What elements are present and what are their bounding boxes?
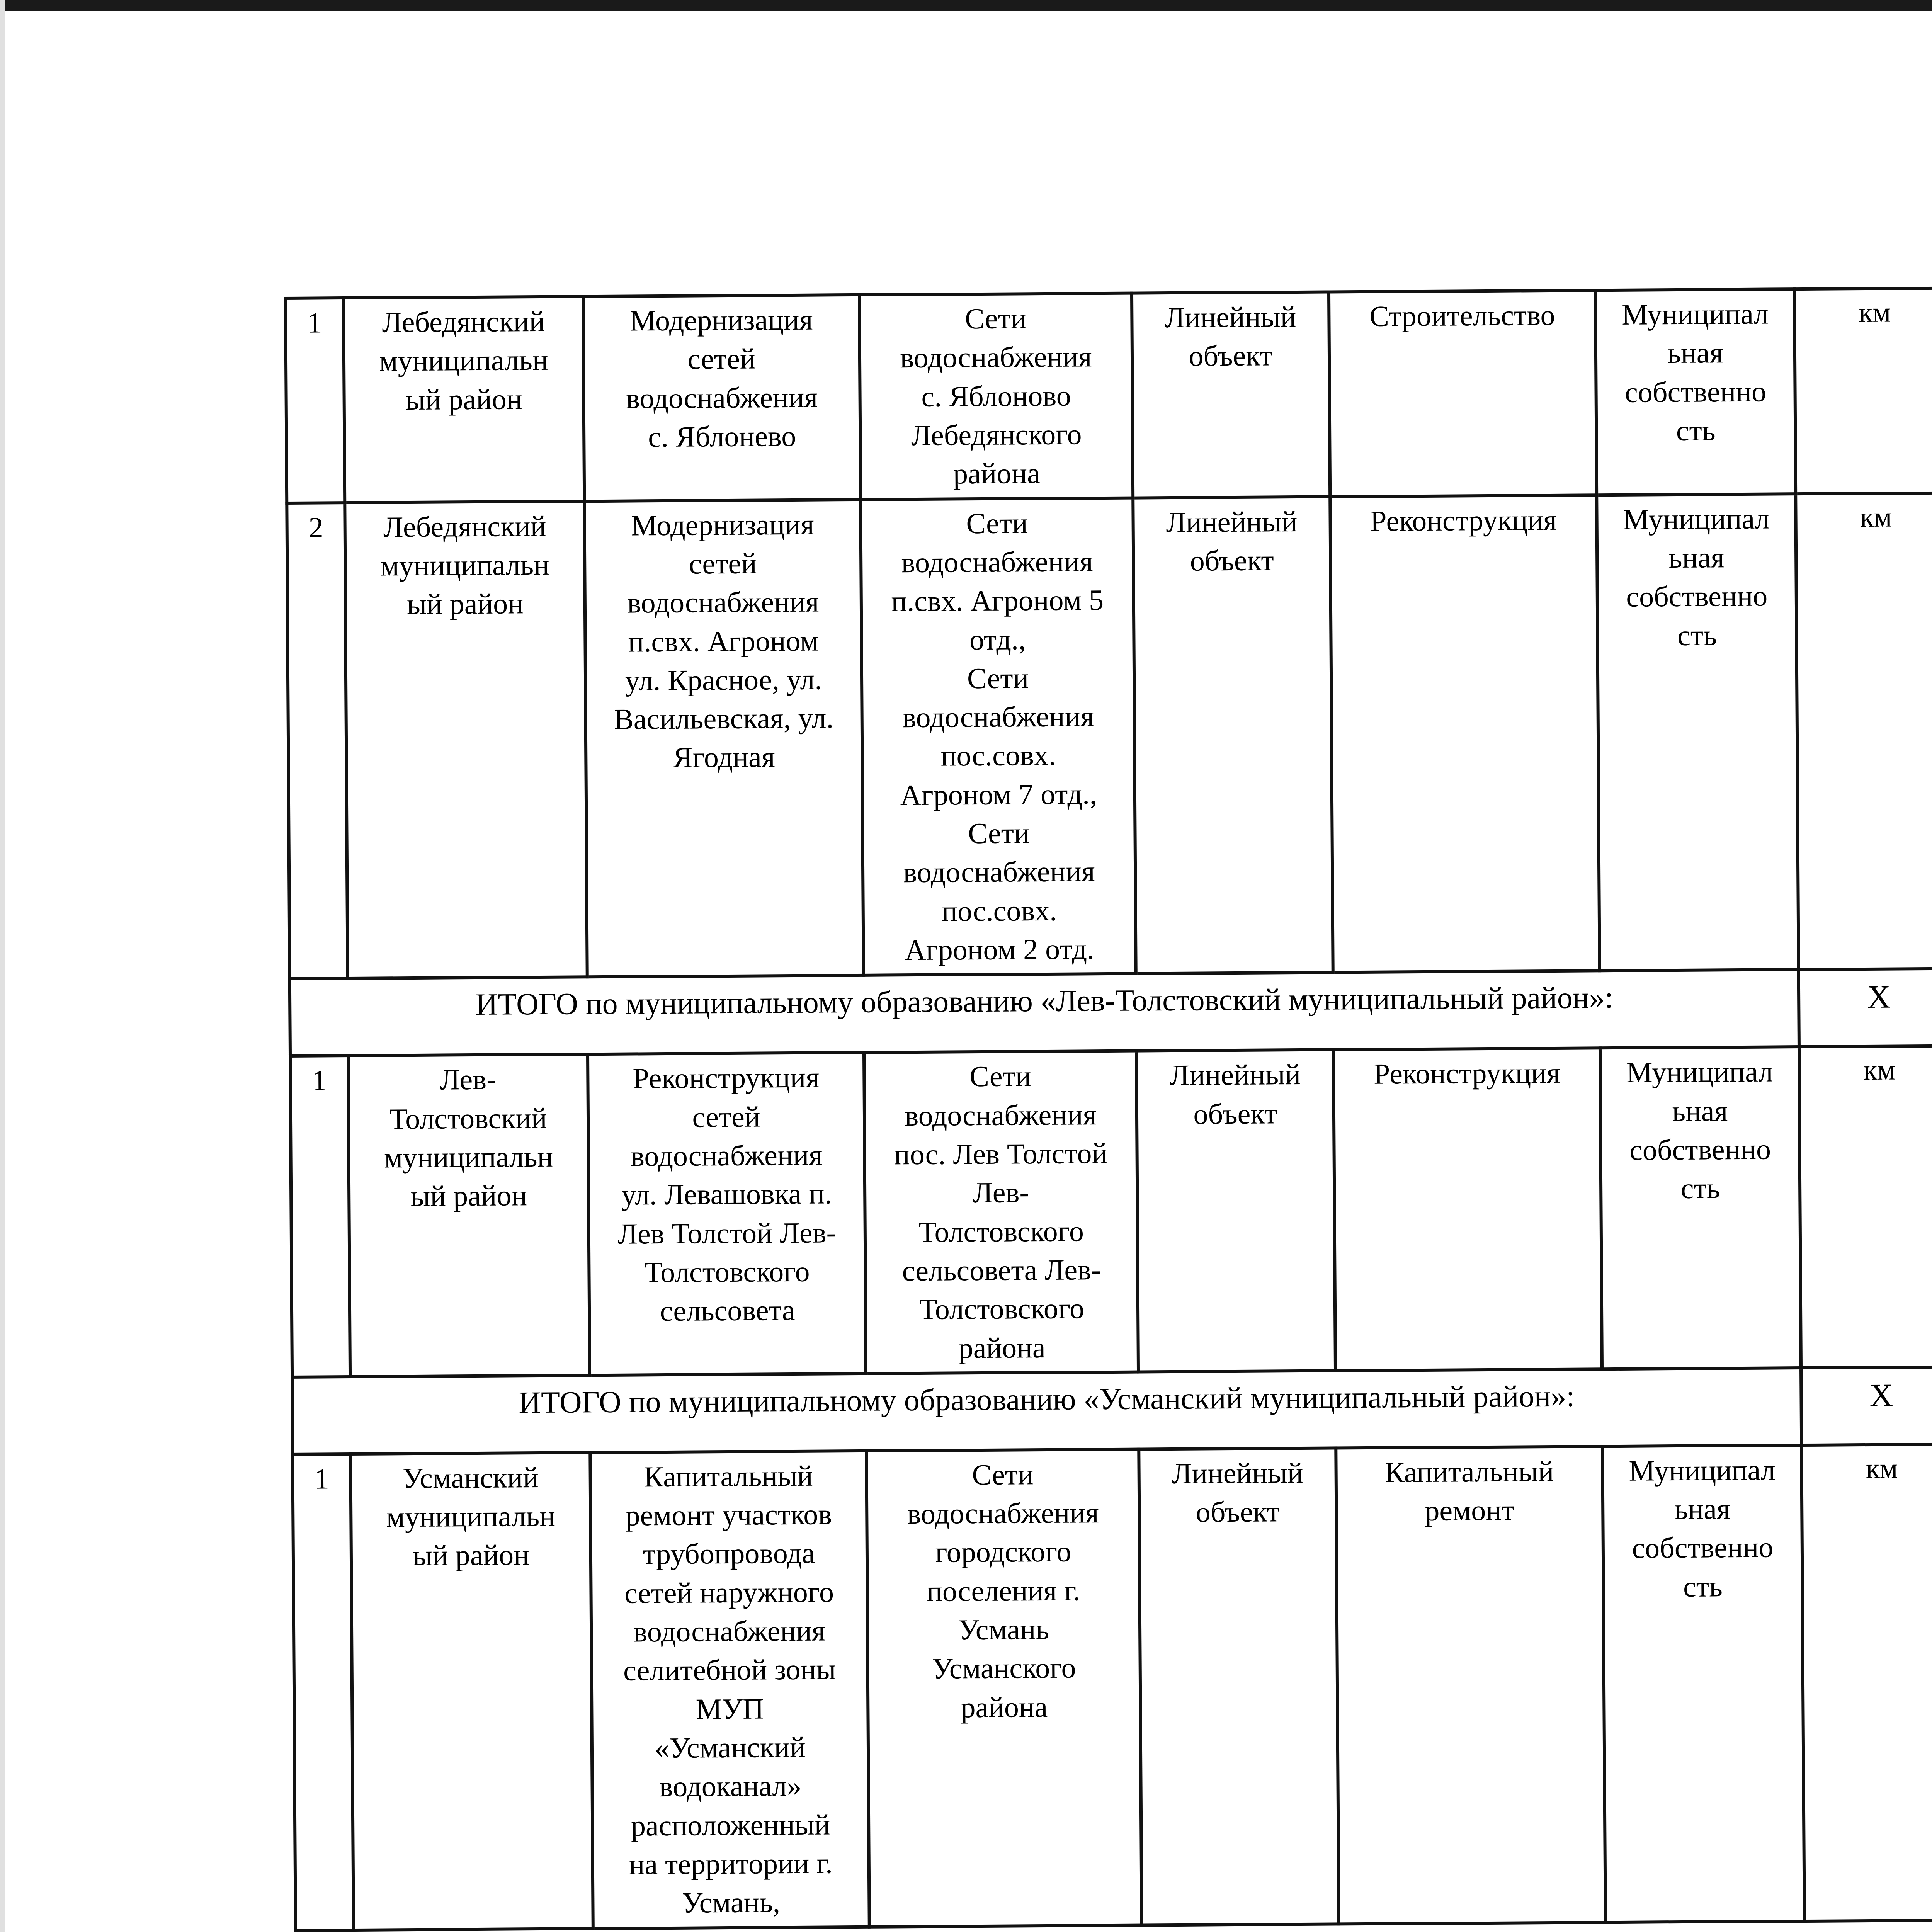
row-number: 1	[290, 1056, 350, 1377]
scan-border-top	[0, 0, 1932, 11]
subtotal-row	[292, 1362, 1932, 1454]
scan-border-left	[0, 0, 5, 1932]
ownership-cell: Муниципал ьная собственно сть	[1595, 289, 1796, 495]
row-number: 2	[287, 503, 348, 979]
object-cell: Сети водоснабжения городского поселения г. Усмань Усманского района	[866, 1449, 1142, 1927]
district-cell: Лебедянский муниципальн ый район	[344, 296, 584, 502]
ownership-cell: Муниципал ьная собственно сть	[1597, 494, 1799, 971]
object-type-cell: Линейный объект	[1139, 1448, 1339, 1925]
unit-cell: Х	[1799, 969, 1932, 1047]
table-row	[286, 283, 1932, 503]
unit-cell: км	[1796, 493, 1932, 969]
action-cell: Реконструкция сетей водоснабжения ул. Левашовка п. Лев Толстой Лев- Толстовского сельсовета	[588, 1053, 866, 1375]
work-type-cell: Реконструкция	[1330, 495, 1600, 973]
object-type-cell: Линейный объект	[1132, 292, 1330, 498]
unit-cell: км	[1801, 1444, 1932, 1921]
action-cell: Модернизация сетей водоснабжения с. Яблонево	[583, 295, 861, 501]
district-cell: Усманский муниципальн ый район	[350, 1452, 593, 1930]
object-cell: Сети водоснабжения с. Яблоново Лебедянского района	[859, 293, 1133, 500]
row-number: 1	[293, 1454, 354, 1930]
ownership-cell: Муниципал ьная собственно сть	[1602, 1445, 1804, 1922]
unit-cell: Х	[1801, 1367, 1932, 1445]
object-type-cell: Линейный объект	[1133, 497, 1333, 974]
unit-cell: км	[1799, 1046, 1932, 1368]
work-type-cell: Реконструкция	[1333, 1048, 1602, 1371]
action-cell: Модернизация сетей водоснабжения п.свх. Агроном ул. Красное, ул. Васильевская, ул. Ягодная	[584, 499, 864, 977]
subtotal-label: ИТОГО по муниципальному образованию «Усманский муниципальный район»:	[292, 1368, 1801, 1454]
table-row	[293, 1439, 1932, 1930]
work-type-cell: Строительство	[1329, 290, 1597, 497]
object-cell: Сети водоснабжения п.свх. Агроном 5 отд., Сети водоснабжения пос.совх. Агроном 7 отд., Сети водоснабжения пос.совх. Агроном 2 отд.	[861, 498, 1136, 975]
subtotal-label: ИТОГО по муниципальному образованию «Лев-Толстовский муниципальный район»:	[290, 969, 1799, 1056]
work-type-cell: Капитальный ремонт	[1336, 1446, 1605, 1924]
district-cell: Лебедянский муниципальн ый район	[345, 501, 587, 979]
district-cell: Лев- Толстовский муниципальн ый район	[348, 1054, 590, 1377]
ownership-cell: Муниципал ьная собственно сть	[1600, 1047, 1801, 1369]
table-row	[290, 1041, 1932, 1377]
unit-cell: км	[1794, 288, 1932, 494]
action-cell: Капитальный ремонт участков трубопровода сетей наружного водоснабжения селитебной зоны МУП «Усманский водоканал» расположенный на территории г. Усмань,	[590, 1451, 869, 1929]
document-table-wrapper	[284, 282, 1932, 1920]
table-row	[287, 488, 1932, 979]
row-number: 1	[286, 298, 345, 503]
object-cell: Сети водоснабжения пос. Лев Толстой Лев- Толстовского сельсовета Лев- Толстовского района	[864, 1051, 1138, 1374]
object-type-cell: Линейный объект	[1136, 1050, 1335, 1372]
subtotal-row	[290, 964, 1932, 1056]
investment-program-table	[284, 282, 1932, 1932]
